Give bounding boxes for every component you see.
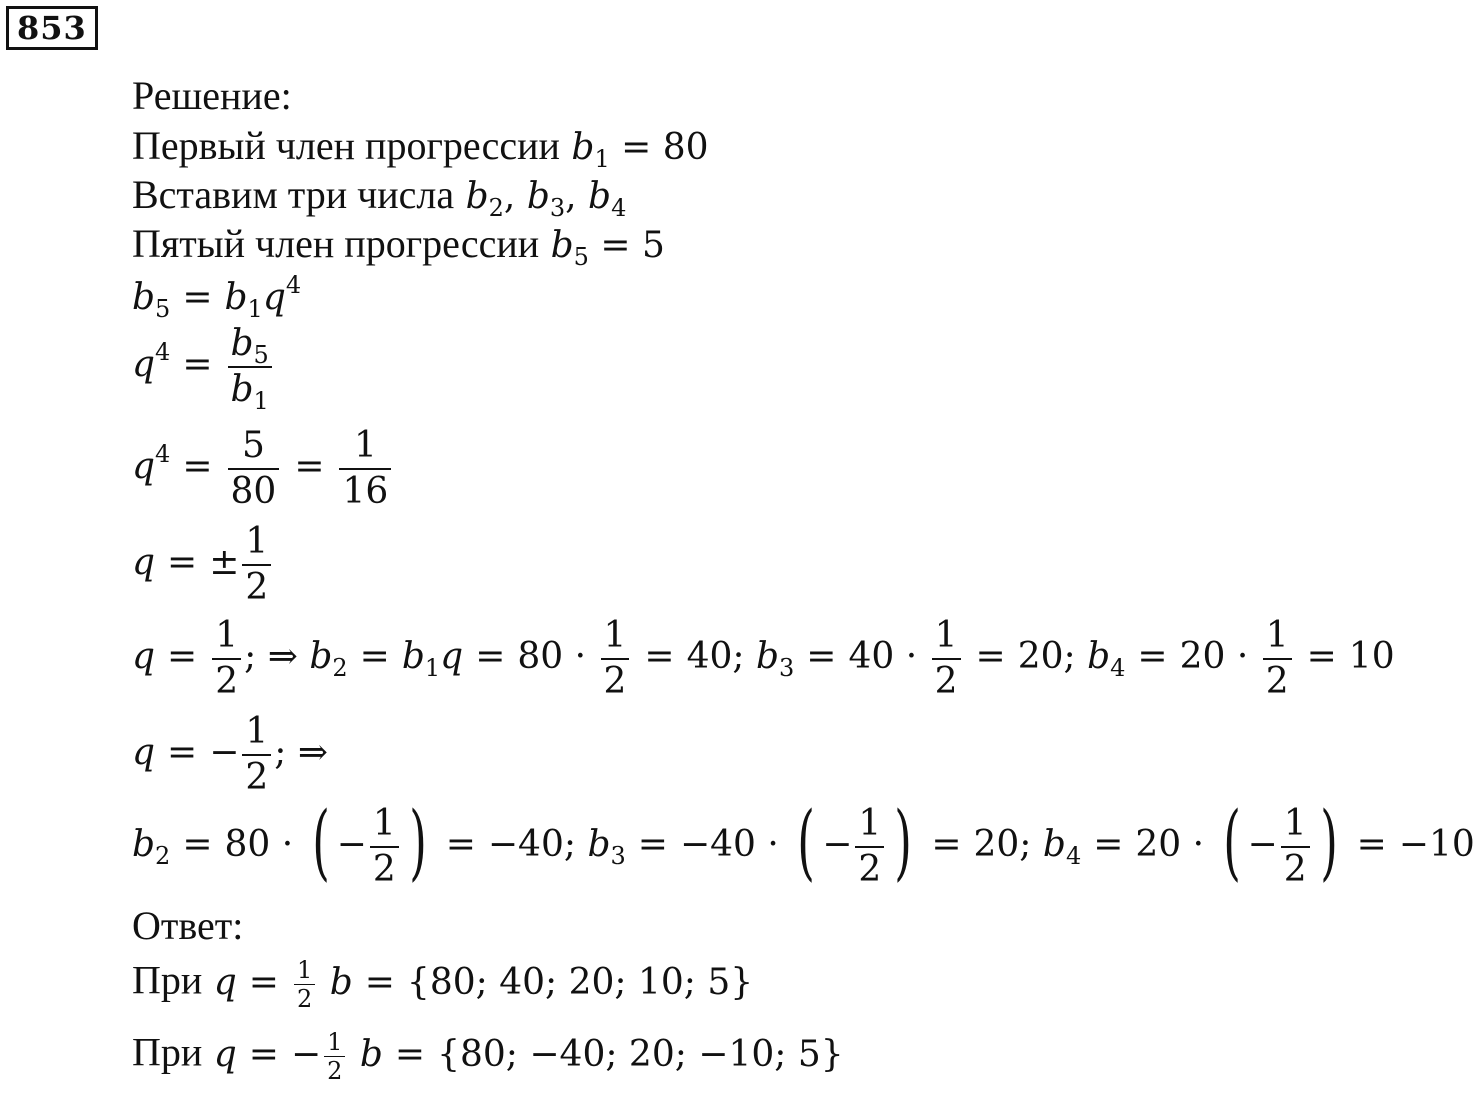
answer-negative: При q = − $\frac{1}{2}$ b = {80; −40; 20; −10; 5} (132, 1028, 844, 1085)
problem-number: 853 (6, 6, 98, 50)
formula-q4-value: $q^4$ = $\frac{5}{80}$ = $\frac{1}{16}$ (132, 428, 394, 510)
first-term-line: Первый член прогрессии $b_1 = 80$ (132, 123, 709, 173)
case-positive-q: q = $\frac{1}{2}$ ; ⇒ $b_2 = b_1q = 80$ · $\frac{1}{2}$ = 40; $b_3 = 40$ · $\frac{1}{2}$ = 20; $b_4 = 20$ · $\frac{1}{2}$ = 10 (132, 615, 1395, 702)
case-negative-terms: $b_2 = 80$ · ( − $\frac{1}{2}$ ) = −40; $b_3 = -40$ · ( − $\frac{1}{2}$ ) = 20; $b_4 = 20$ · ( − $\frac{1}{2}$ ) = −10 (132, 795, 1475, 890)
fifth-term-line: Пятый член прогрессии $b_5 = 5$ (132, 221, 665, 271)
answer-positive: При q = $\frac{1}{2}$ b = {80; 40; 20; 10; 5} (132, 956, 754, 1013)
solution-label: Решение: (132, 73, 292, 118)
insert-line: Вставим три числа $b_2$, $b_3$, $b_4$ (132, 172, 627, 222)
answer-set-positive: {80; 40; 20; 10; 5} (406, 961, 754, 1003)
case-negative-q: q = − $\frac{1}{2}$ ; ⇒ (132, 711, 329, 798)
formula-q4-ratio: $q^4$ = $\frac{b_5}{b_1}$ (132, 326, 275, 408)
formula-q-pm: q = ± $\frac{1}{2}$ (132, 524, 274, 606)
answer-label: Ответ: (132, 903, 244, 948)
answer-set-negative: {80; −40; 20; −10; 5} (437, 1033, 844, 1075)
formula-b5: $b_5 = b_1q^4$ (132, 271, 302, 323)
